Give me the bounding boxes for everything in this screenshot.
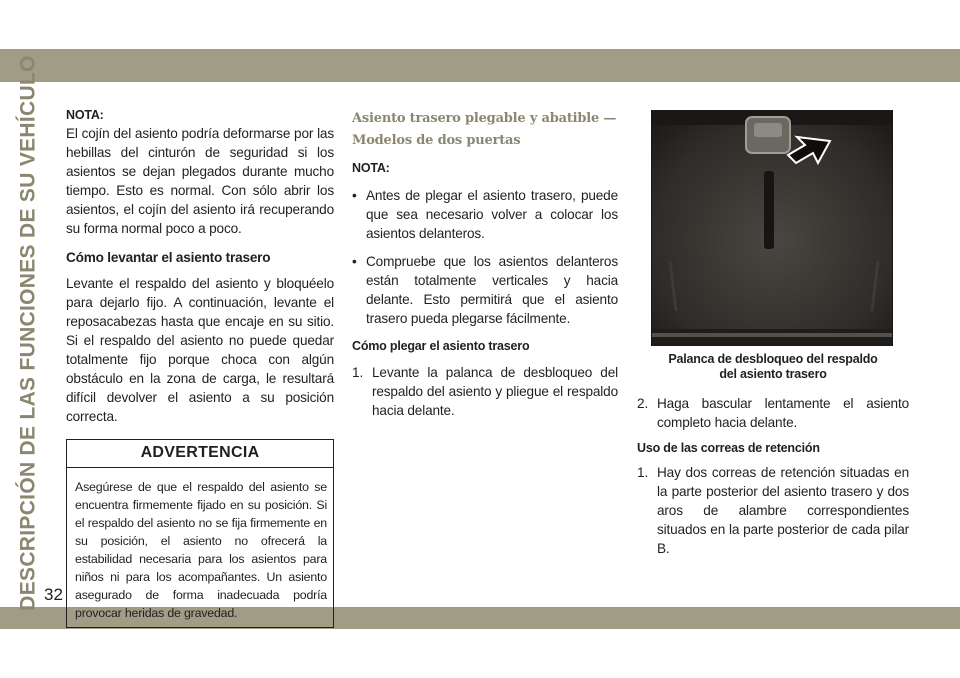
note-label: NOTA: — [66, 108, 104, 122]
caption-line2: del asiento trasero — [719, 367, 827, 381]
chapter-side-title — [11, 54, 47, 611]
step-text: Haga bascular lentamente el asiento completo hacia delante. — [657, 396, 909, 430]
step-item — [352, 363, 618, 420]
column-right — [637, 394, 909, 558]
seatback-illustration — [652, 111, 893, 346]
step-text: Hay dos correas de retención situadas en la parte posterior del asiento trasero y dos aros de alambre correspondientes situados en la parte posterior de cada pilar B. — [657, 465, 909, 556]
step-item — [637, 463, 909, 558]
caption-line1: Palanca de desbloqueo del respaldo — [668, 352, 878, 366]
list-item — [352, 252, 618, 328]
list-item — [352, 186, 618, 243]
figure-caption — [637, 352, 909, 382]
seat-release-photo — [651, 110, 893, 346]
warning-box — [66, 439, 334, 628]
header-band — [0, 49, 960, 82]
chapter-title-text: DESCRIPCIÓN DE LAS FUNCIONES DE SU VEHÍCULO — [17, 54, 40, 611]
warning-text: Asegúrese de que el respaldo del asiento se encuentra firmemente fijado en su posición. Si el respaldo del asiento no se fija firmemente en su posición, el asiento no ofrecerá la estabilidad necesaria para los asientos para niños ni para los acompañantes. Un asiento asegurado de forma inadecuada podría provocar heridas de gravedad. — [75, 480, 327, 620]
raise-seat-heading: Cómo levantar el asiento trasero — [66, 250, 271, 265]
warning-title: ADVERTENCIA — [67, 440, 333, 468]
raise-seat-text: Levante el respaldo del asiento y bloquéelo para dejarlo fijo. A continuación, levante el reposacabezas hasta que encaje en su sitio. Si el respaldo del asiento no puede quedar totalmente fijo porque choca con algún obstáculo en la zona de carga, le resultará difícil devolver el asiento a su posición correcta. — [66, 276, 334, 424]
bullet-mark: • — [352, 254, 357, 269]
step-number: 1. — [352, 365, 364, 380]
bullet-mark: • — [352, 188, 357, 203]
step-text: Levante la palanca de desbloqueo del respaldo del asiento y pliegue el respaldo hacia delante. — [372, 365, 618, 418]
bullet-text: Compruebe que los asientos delanteros están totalmente verticales y hacia delante. Esto permitirá que el asiento trasero pueda plegarse fácilmente. — [366, 254, 618, 326]
column-middle — [352, 106, 618, 420]
step-item — [637, 394, 909, 432]
step-number: 1. — [637, 465, 649, 480]
fold-seat-heading: Cómo plegar el asiento trasero — [352, 339, 530, 353]
section-title-line2: Modelos de dos puertas — [352, 133, 521, 148]
note-label: NOTA: — [352, 161, 390, 175]
section-title-line1: Asiento trasero plegable y abatible — — [352, 111, 617, 126]
bullet-text: Antes de plegar el asiento trasero, puede que sea necesario volver a colocar los asientos delanteros. — [366, 188, 618, 241]
straps-heading: Uso de las correas de retención — [637, 441, 820, 455]
column-left — [66, 106, 334, 628]
step-number: 2. — [637, 396, 649, 411]
note-text: El cojín del asiento podría deformarse por las hebillas del cinturón de seguridad si los asientos se dejan plegados durante mucho tiempo. Esto es normal. Con sólo abrir los asientos, el cojín del asiento irá recuperando su forma normal poco a poco. — [66, 126, 334, 236]
page-number: 32 — [44, 585, 63, 604]
